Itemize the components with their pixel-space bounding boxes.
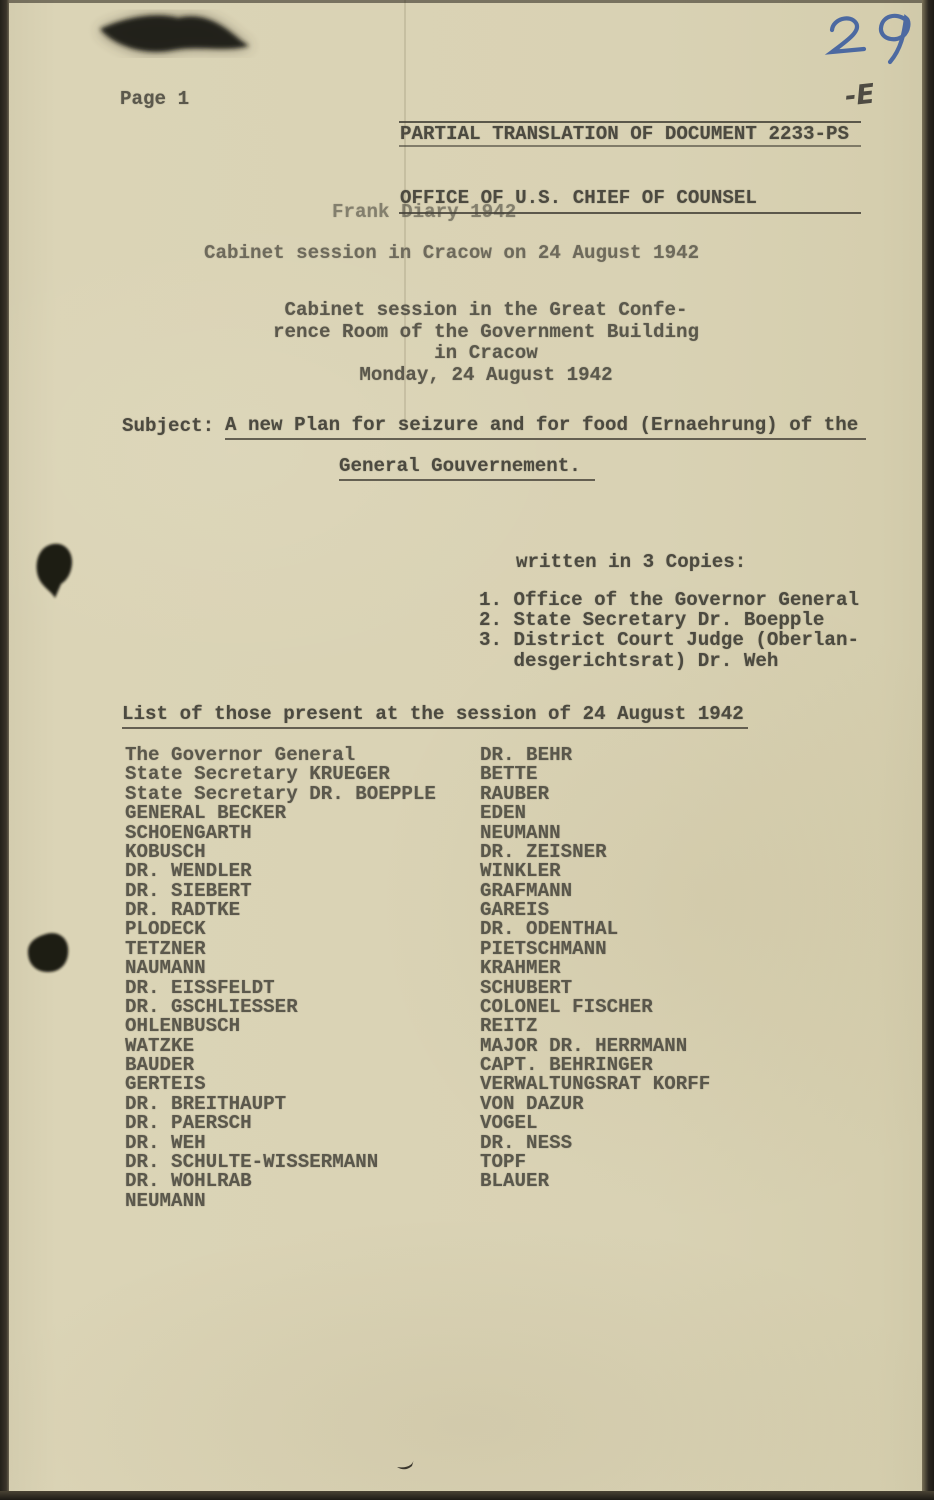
- attendee-name: DR. SIEBERT: [125, 879, 252, 902]
- attendee-name: MAJOR DR. HERRMANN: [480, 1034, 688, 1057]
- attendee-name: KRAHMER: [480, 957, 561, 980]
- attendee-name: DR. WENDLER: [125, 860, 252, 883]
- attendee-name: DR. ZEISNER: [480, 840, 607, 863]
- doc-header: [399, 82, 861, 253]
- attendees-right-column: [480, 746, 710, 1192]
- attendee-name: TETZNER: [125, 937, 206, 960]
- attendee-name: EDEN: [480, 802, 527, 825]
- doc-header-annotation: -E: [843, 78, 877, 113]
- attendee-name: BAUDER: [125, 1054, 195, 1076]
- attendee-name: COLONEL FISCHER: [480, 995, 653, 1018]
- attendees-left-column: [125, 746, 436, 1211]
- attendee-name: RAUBER: [480, 782, 550, 805]
- copies-list: [479, 590, 859, 671]
- attendee-name: NEUMANN: [480, 821, 561, 844]
- attendee-name: NEUMANN: [125, 1189, 206, 1212]
- attendee-name: VERWALTUNGSRAT KORFF: [480, 1073, 711, 1096]
- attendee-name: WATZKE: [125, 1034, 195, 1057]
- attendee-name: DR. RADTKE: [125, 899, 241, 921]
- attendee-name: GRAFMANN: [480, 879, 573, 902]
- attendee-name: GERTEIS: [125, 1073, 206, 1096]
- paper-edge-right: [922, 0, 934, 1500]
- attendee-name: DR. WOHLRAB: [125, 1170, 252, 1193]
- attendee-name: KOBUSCH: [125, 840, 206, 863]
- attendee-name: REITZ: [480, 1015, 538, 1038]
- attendee-name: VOGEL: [480, 1112, 538, 1135]
- attendee-name: VON DAZUR: [480, 1092, 584, 1115]
- copies-item: 3. District Court Judge (Oberlan-: [479, 629, 859, 652]
- attendee-name: PLODECK: [125, 918, 206, 941]
- copies-item: 2. State Secretary Dr. Boepple: [479, 609, 825, 632]
- subject-line2: General Gouvernement.: [339, 457, 595, 481]
- attendees-heading: List of those present at the session of 24 August 1942: [122, 705, 748, 729]
- attendee-name: The Governor General: [125, 744, 356, 766]
- attendee-name: DR. WEH: [125, 1131, 206, 1154]
- attendee-name: BETTE: [480, 763, 538, 786]
- attendee-name: DR. GSCHLIESSER: [125, 995, 298, 1018]
- attendee-name: PIETSCHMANN: [480, 937, 607, 960]
- attendee-name: CAPT. BEHRINGER: [480, 1054, 653, 1076]
- ink-blot-hole-upper: [25, 540, 85, 610]
- bottom-ink-mark: [396, 1458, 418, 1474]
- doc-title: Frank Diary 1942: [332, 201, 517, 223]
- attendee-name: State Secretary DR. BOEPPLE: [125, 782, 436, 805]
- attendee-name: OHLENBUSCH: [125, 1015, 241, 1038]
- ink-blot-hole-lower: [20, 928, 80, 988]
- doc-header-line2: OFFICE OF U.S. CHIEF OF COUNSEL: [399, 186, 861, 214]
- copies-heading: written in 3 Copies:: [516, 551, 747, 573]
- page-number-label: Page 1: [120, 88, 190, 110]
- doc-header-line1: PARTIAL TRANSLATION OF DOCUMENT 2233-PS: [399, 121, 861, 147]
- attendee-name: BLAUER: [480, 1170, 550, 1193]
- subject-label: Subject:: [122, 415, 215, 437]
- attendee-name: DR. BREITHAUPT: [125, 1092, 287, 1115]
- paper-edge-bottom: [0, 1491, 934, 1500]
- attendee-name: DR. ODENTHAL: [480, 918, 619, 941]
- attendee-name: DR. NESS: [480, 1131, 573, 1154]
- attendee-name: WINKLER: [480, 860, 561, 883]
- subject-line1: A new Plan for seizure and for food (Ernaehrung) of the: [225, 416, 866, 440]
- attendee-name: TOPF: [480, 1150, 527, 1173]
- attendee-name: SCHOENGARTH: [125, 821, 252, 844]
- attendee-name: SCHUBERT: [480, 976, 573, 999]
- attendee-name: DR. PAERSCH: [125, 1112, 252, 1135]
- location-line: Cabinet session in the Great Confe-: [284, 299, 688, 321]
- handwritten-page-number: [818, 8, 928, 72]
- attendee-name: DR. SCHULTE-WISSERMANN: [125, 1150, 379, 1173]
- attendee-name: State Secretary KRUEGER: [125, 763, 390, 786]
- ink-smudge: [80, 0, 260, 78]
- attendee-name: NAUMANN: [125, 957, 206, 980]
- attendee-name: DR. EISSFELDT: [125, 976, 275, 999]
- paper-edge-left: [0, 0, 9, 1500]
- location-line: in Cracow: [434, 342, 538, 365]
- copies-item: desgerichtsrat) Dr. Weh: [479, 649, 779, 672]
- attendee-name: GENERAL BECKER: [125, 802, 287, 825]
- session-title: Cabinet session in Cracow on 24 August 1942: [204, 242, 700, 264]
- attendee-name: DR. BEHR: [480, 744, 573, 766]
- location-line: Monday, 24 August 1942: [359, 363, 613, 386]
- location-block: [252, 300, 720, 386]
- location-line: rence Room of the Government Building: [272, 320, 700, 343]
- attendee-name: GAREIS: [480, 899, 550, 921]
- copies-item: 1. Office of the Governor General: [479, 589, 859, 611]
